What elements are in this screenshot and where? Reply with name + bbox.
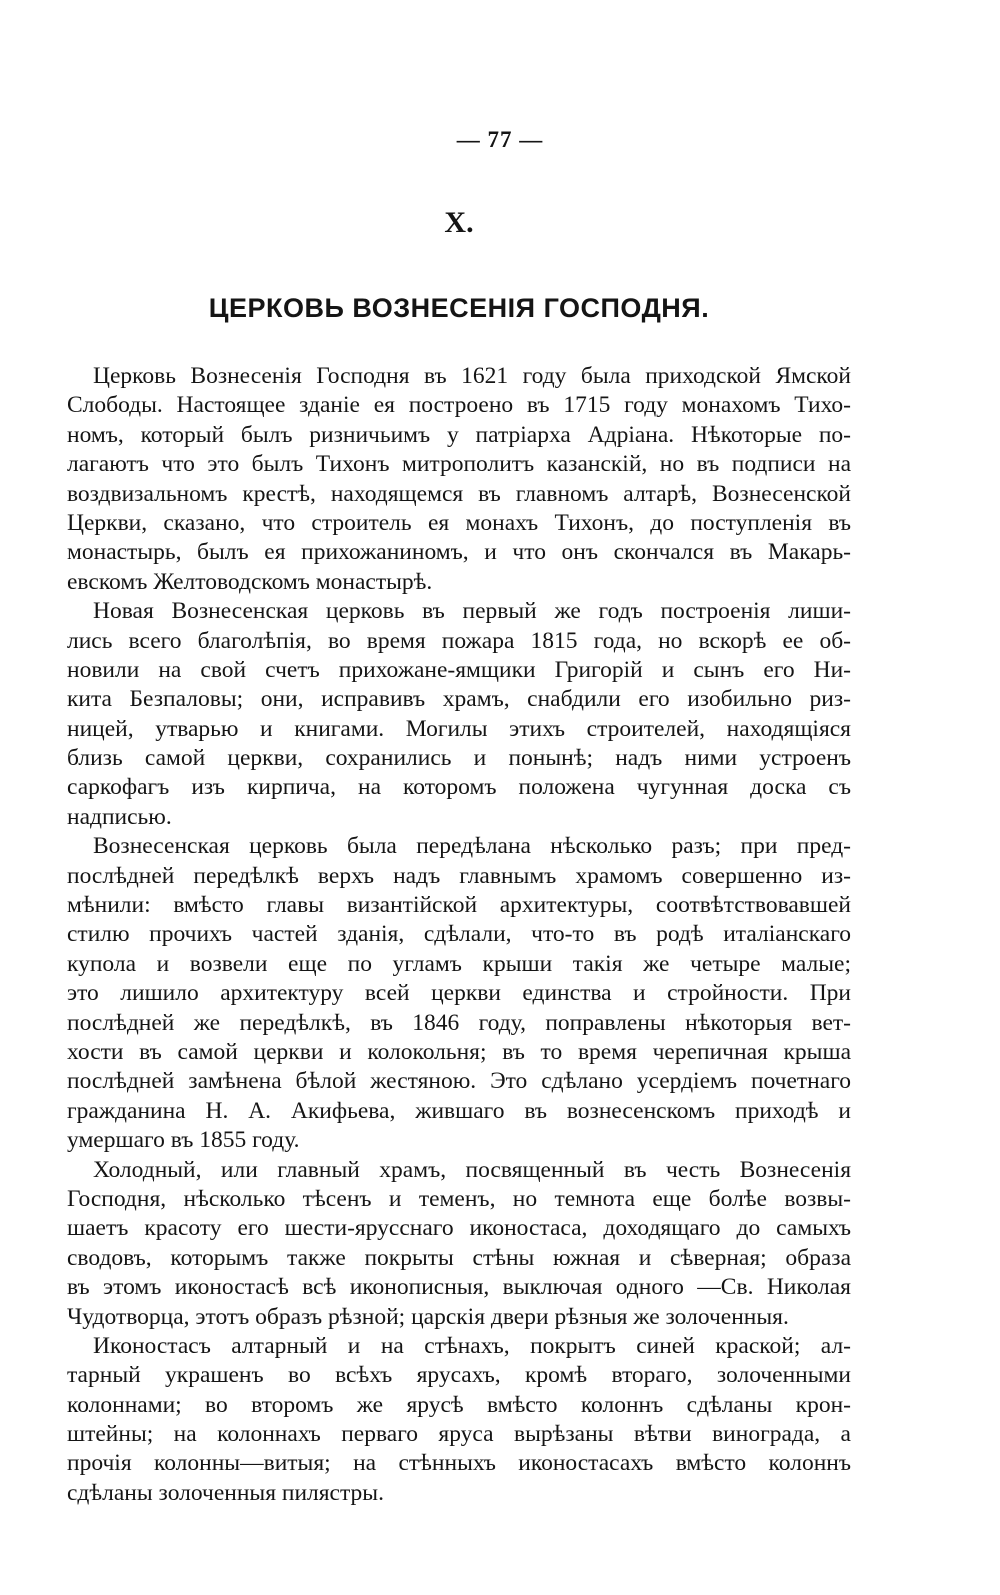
text-line: штейны; на колоннахъ перваго яруса вырѣзаны вѣтви винограда, а — [67, 1421, 851, 1448]
text-line: евскомъ Желтоводскомъ монастырѣ. — [67, 568, 433, 595]
text-line: мѣнили: вмѣсто главы византійской архитектуры, соотвѣтствовавшей — [67, 892, 851, 919]
chapter-number: X. — [444, 206, 474, 239]
text-line: ницей, утварью и книгами. Могилы этихъ строителей, находящіяся — [67, 715, 851, 742]
paragraph — [67, 832, 851, 1155]
text-line: стилю прочихъ частей зданія, сдѣлали, что-то въ родѣ италіанскаго — [67, 921, 851, 948]
text-line: лагаютъ что это былъ Тихонъ митрополитъ казанскій, но въ подписи на — [67, 451, 851, 478]
paragraph — [67, 362, 851, 597]
text-line: шаетъ красоту его шести-ярусснаго иконостаса, доходящаго до самыхъ — [67, 1215, 851, 1242]
text-line: купола и возвели еще по угламъ крыши такія же четыре малые; — [67, 950, 851, 977]
text-line: Слободы. Настоящее зданіе ея построено въ 1715 году монахомъ Тихо- — [67, 392, 851, 419]
text-line: прочія колонны—витыя; на стѣнныхъ иконостасахъ вмѣсто колоннъ — [67, 1450, 851, 1477]
text-line: Новая Вознесенская церковь въ первый же годъ построенія лиши- — [93, 598, 851, 625]
text-line: колоннами; во второмъ же ярусѣ вмѣсто колоннъ сдѣланы крон- — [67, 1391, 851, 1418]
text-line: Иконостасъ алтарный и на стѣнахъ, покрытъ синей краской; ал- — [93, 1332, 851, 1359]
text-line: надписью. — [67, 803, 172, 830]
paragraph — [67, 597, 851, 832]
text-line: сдѣланы золоченныя пилястры. — [67, 1479, 384, 1506]
page-number: — 77 — — [456, 127, 544, 152]
text-line: номъ, который былъ ризничьимъ у патріарха Адріана. Нѣкоторые по- — [67, 421, 851, 448]
text-line: новили на свой счетъ прихожане-ямщики Григорій и сынъ его Ни- — [67, 656, 851, 683]
text-line: лись всего благолѣпія, во время пожара 1815 года, но вскорѣ ее об- — [67, 627, 851, 654]
text-line: Вознесенская церковь была передѣлана нѣсколько разъ; при пред- — [93, 833, 851, 860]
text-line: Господня, нѣсколько тѣсенъ и теменъ, но темнота еще болѣе возвы- — [67, 1185, 851, 1212]
text-line: Холодный, или главный храмъ, посвященный въ честь Вознесенія — [93, 1156, 851, 1183]
chapter-title: ЦЕРКОВЬ ВОЗНЕСЕНІЯ ГОСПОДНЯ. — [208, 293, 710, 323]
text-line: близь самой церкви, сохранились и понынѣ; надъ ними устроенъ — [67, 745, 851, 772]
paragraph — [67, 1332, 851, 1508]
text-line: сводовъ, которымъ также покрыты стѣны южная и сѣверная; образа — [67, 1244, 851, 1271]
text-line: Церковь Вознесенія Господня въ 1621 году была приходской Ямской — [93, 363, 851, 389]
text-line: въ этомъ иконостасѣ всѣ иконописныя, выключая одного —Св. Николая — [67, 1274, 851, 1301]
paragraph — [67, 1156, 851, 1332]
text-line: воздвизальномъ крестѣ, находящемся въ главномъ алтарѣ, Вознесенской — [67, 480, 851, 507]
text-line: кита Безпаловы; они, исправивъ храмъ, снабдили его изобильно риз- — [67, 686, 851, 713]
text-line: монастырь, былъ ея прихожаниномъ, и что онъ скончался въ Макарь- — [67, 539, 851, 566]
text-line: послѣдней передѣлкѣ верхъ надъ главнымъ храмомъ совершенно из- — [67, 862, 851, 889]
text-line: послѣдней же передѣлкѣ, въ 1846 году, поправлены нѣкоторыя вет- — [67, 1009, 851, 1036]
text-line: Чудотворца, этотъ образъ рѣзной; царскія двери рѣзныя же золоченныя. — [67, 1303, 789, 1330]
text-line: это лишило архитектуру всей церкви единства и стройности. При — [67, 980, 851, 1007]
body-text — [67, 362, 851, 1508]
text-line: саркофагъ изъ кирпича, на которомъ положена чугунная доска съ — [67, 774, 851, 801]
text-line: послѣдней замѣнена бѣлой жестяною. Это сдѣлано усердіемъ почетнаго — [67, 1068, 851, 1095]
text-line: гражданина Н. А. Акифьева, жившаго въ вознесенскомъ приходѣ и — [67, 1097, 851, 1124]
text-line: тарный украшенъ во всѣхъ ярусахъ, кромѣ втораго, золоченными — [67, 1362, 851, 1389]
text-line: хости въ самой церкви и колокольня; въ то время черепичная крыша — [67, 1038, 851, 1065]
text-line: умершаго въ 1855 году. — [67, 1127, 300, 1154]
text-line: Церкви, сказано, что строитель ея монахъ Тихонъ, до поступленія въ — [67, 509, 851, 536]
